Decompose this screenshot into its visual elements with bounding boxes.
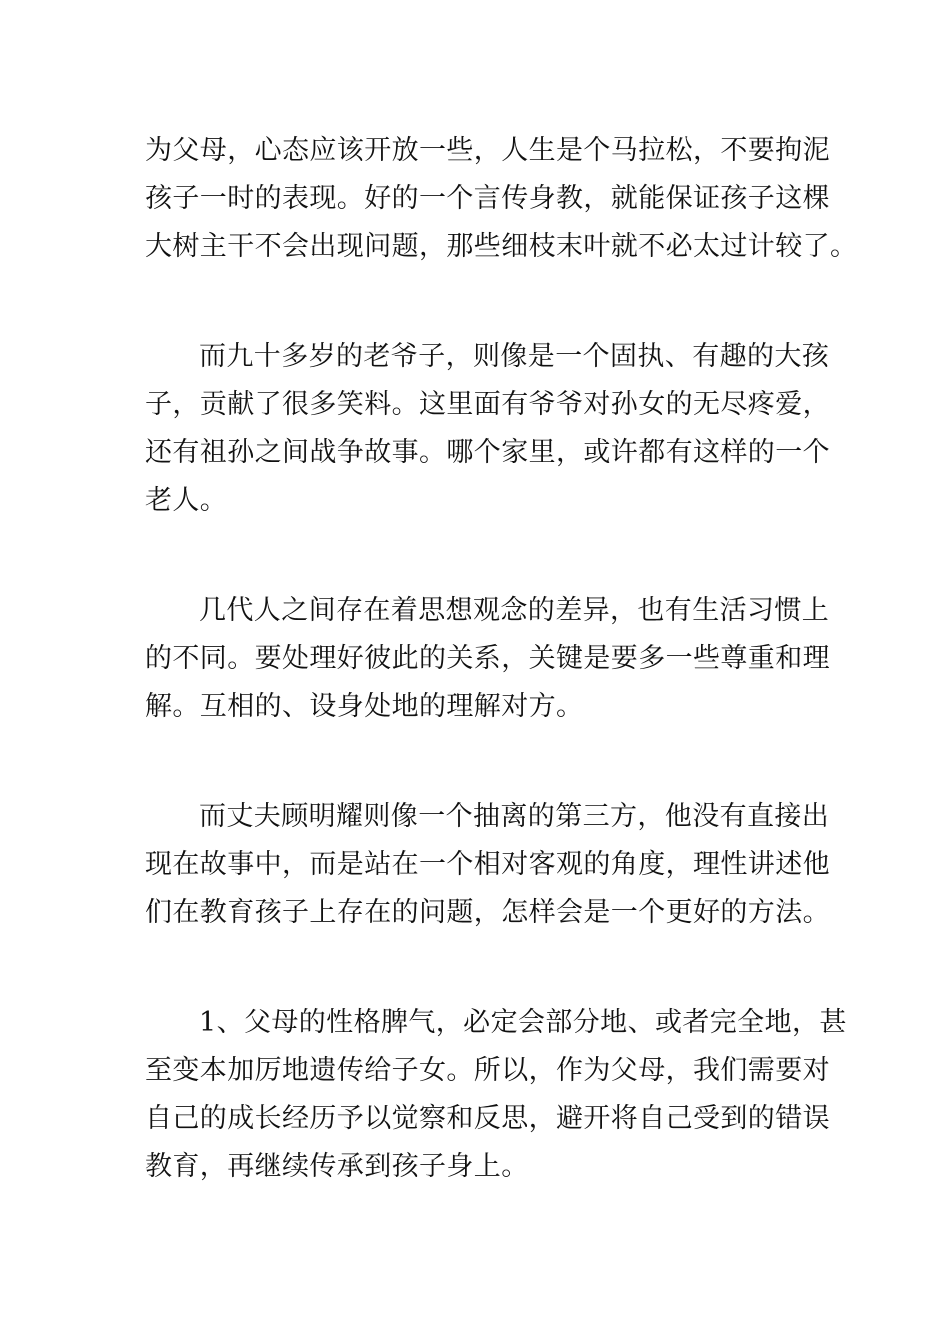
paragraph-line: 还有祖孙之间战争故事。哪个家里，或许都有这样的一个 [145, 437, 830, 468]
paragraph-line: 现在故事中，而是站在一个相对客观的角度，理性讲述他 [145, 849, 830, 880]
paragraph-spacer [145, 731, 810, 793]
paragraph-line: 至变本加厉地遗传给子女。所以，作为父母，我们需要对 [145, 1055, 830, 1086]
paragraph-line: 自己的成长经历予以觉察和反思，避开将自己受到的错误 [145, 1103, 830, 1134]
paragraph-line: 为父母，心态应该开放一些，人生是个马拉松，不要拘泥 [145, 135, 830, 166]
paragraph-line: 解。互相的、设身处地的理解对方。 [145, 691, 584, 722]
paragraph-line: 教育，再继续传承到孩子身上。 [145, 1151, 529, 1182]
paragraph-spacer [145, 937, 810, 999]
paragraph-4 [145, 793, 830, 937]
paragraph-1 [145, 127, 858, 271]
paragraph-line: 而九十多岁的老爷子，则像是一个固执、有趣的大孩 [199, 341, 830, 372]
paragraph-5 [145, 999, 847, 1191]
paragraph-line: 大树主干不会出现问题，那些细枝末叶就不必太过计较了。 [145, 231, 858, 262]
paragraph-line: 们在教育孩子上存在的问题，怎样会是一个更好的方法。 [145, 897, 830, 928]
document-body [145, 127, 858, 1191]
paragraph-line: 的不同。要处理好彼此的关系，关键是要多一些尊重和理 [145, 643, 830, 674]
paragraph-line: 老人。 [145, 485, 228, 516]
paragraph-2 [145, 333, 830, 525]
paragraph-spacer [145, 271, 810, 333]
paragraph-line: 孩子一时的表现。好的一个言传身教，就能保证孩子这棵 [145, 183, 830, 214]
paragraph-line: 而丈夫顾明耀则像一个抽离的第三方，他没有直接出 [199, 801, 830, 832]
paragraph-line: 子，贡献了很多笑料。这里面有爷爷对孙女的无尽疼爱， [145, 389, 830, 420]
paragraph-3 [145, 587, 830, 731]
paragraph-spacer [145, 525, 810, 587]
paragraph-line: 几代人之间存在着思想观念的差异，也有生活习惯上 [199, 595, 830, 626]
paragraph-line: 1、父母的性格脾气，必定会部分地、或者完全地，甚 [199, 1007, 847, 1038]
